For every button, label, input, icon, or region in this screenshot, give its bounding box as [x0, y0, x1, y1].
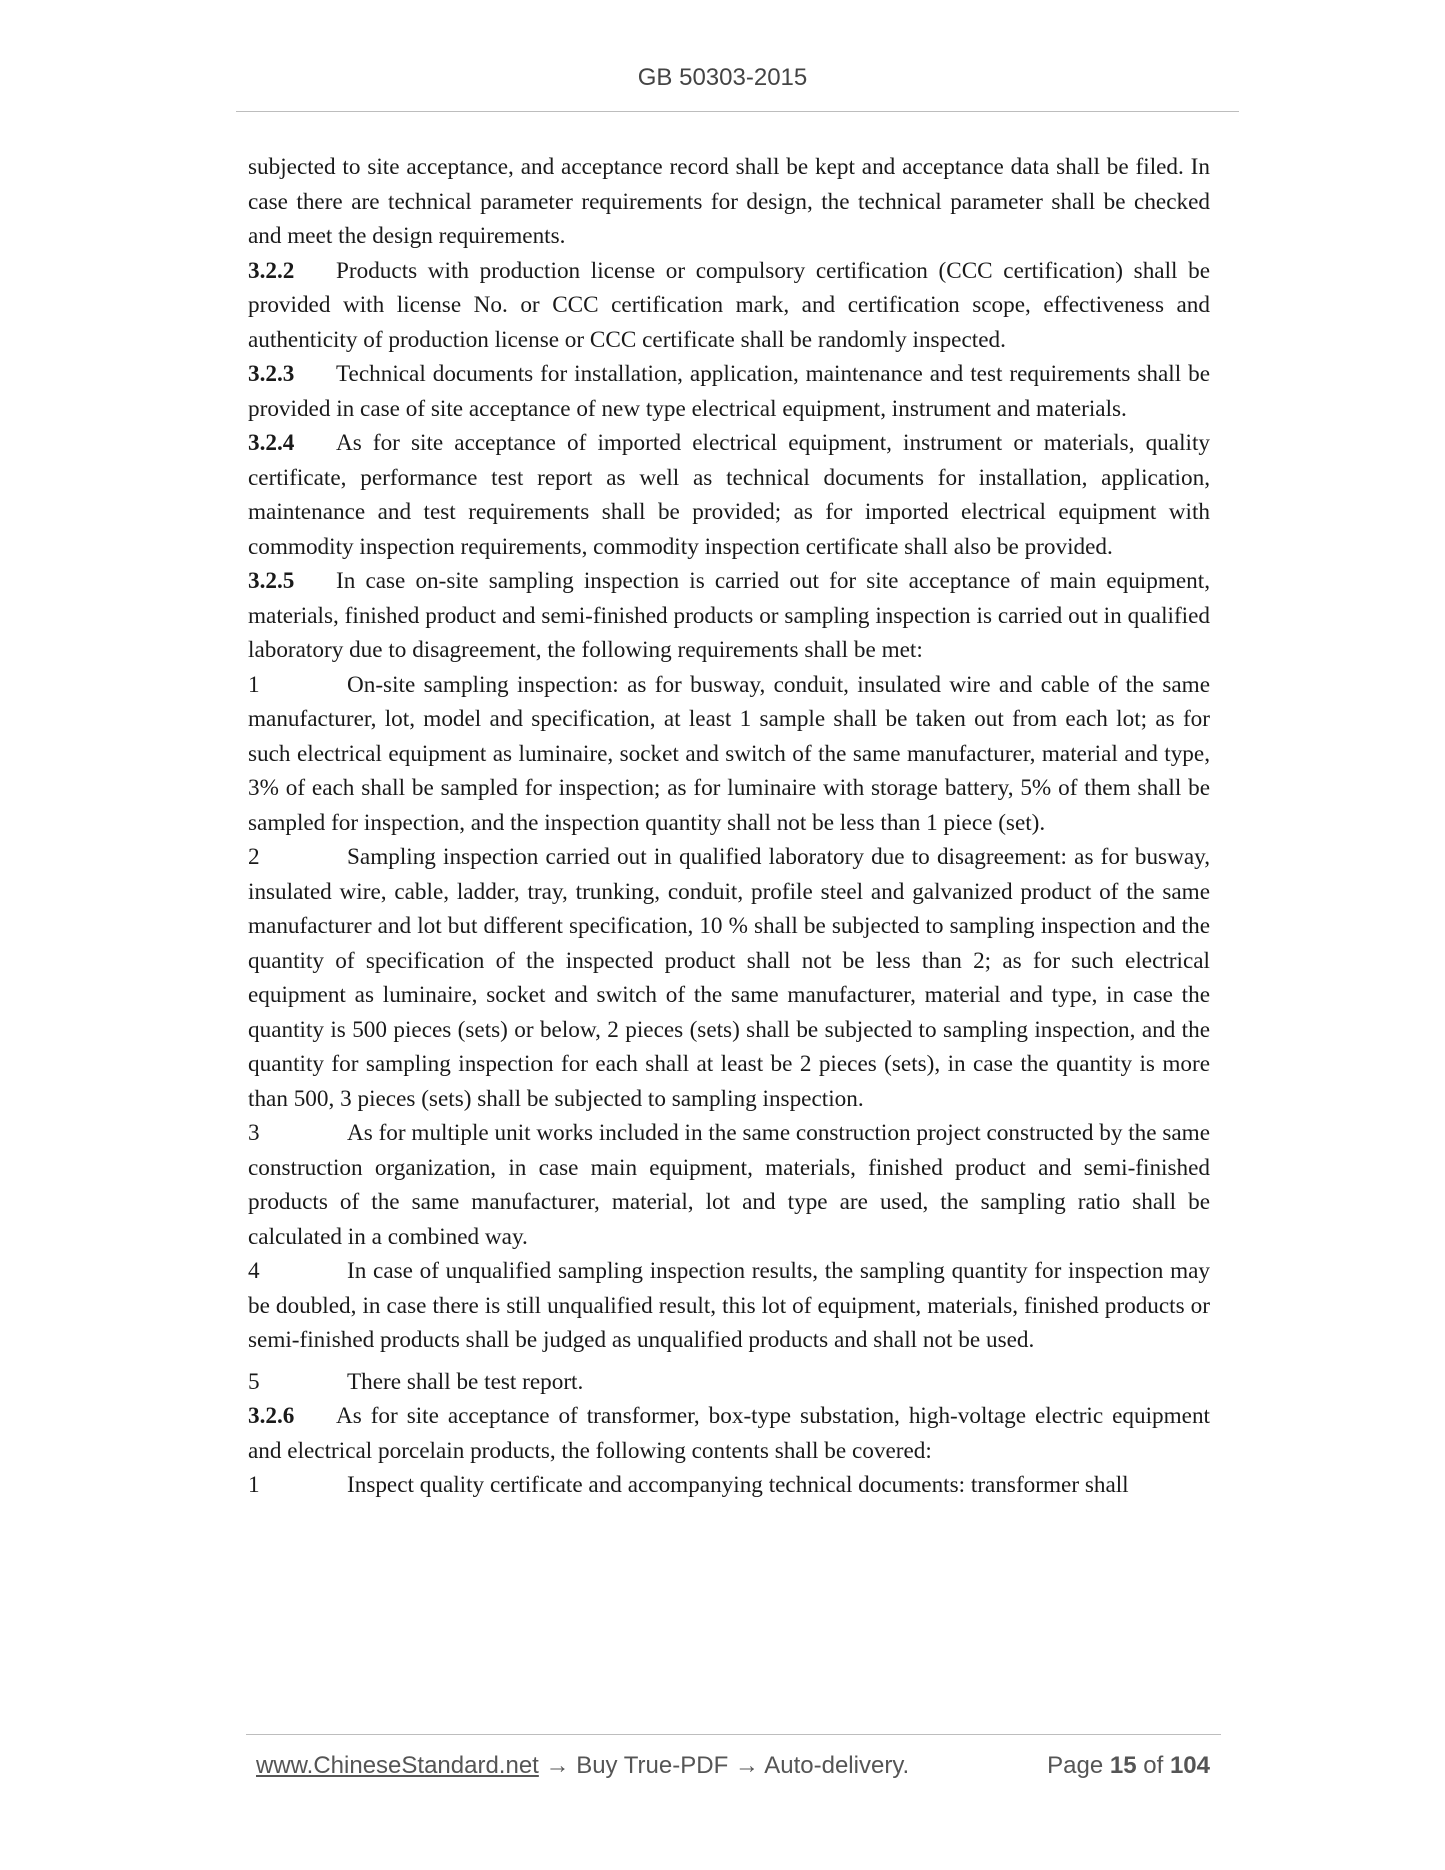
item-number: 4 [248, 1258, 260, 1284]
clause-number: 3.2.5 [248, 568, 295, 594]
page-indicator [1047, 1752, 1210, 1780]
clause-number: 3.2.6 [248, 1403, 295, 1429]
clause-text: Products with production license or compulsory certification (CCC certification) shall be provided with license No. or CCC certification mark, and certification scope, effectiveness and authenticity of production license or CCC certificate shall be randomly inspected. [248, 257, 1210, 353]
list-item [248, 1116, 1210, 1254]
clause-3-2-4 [248, 426, 1210, 564]
intro-paragraph: subjected to site acceptance, and acceptance record shall be kept and acceptance data shall be filed. In case there are technical parameter requirements for design, the technical parameter shall be checked and meet the design requirements. [248, 154, 1210, 249]
item-number: 1 [248, 671, 260, 698]
clause-text: In case on-site sampling inspection is carried out for site acceptance of main equipment, materials, finished product and semi-finished products or sampling inspection is carried out in qualified laboratory due to disagreement, the following requirements shall be met: [248, 568, 1210, 663]
page-footer [256, 1752, 1210, 1788]
clause-3-2-3 [248, 357, 1210, 426]
item-number: 1 [248, 1472, 260, 1498]
website-link[interactable]: www.ChineseStandard.net [256, 1752, 539, 1779]
auto-delivery-text: Auto-delivery. [764, 1752, 910, 1779]
clause-3-2-2 [248, 254, 1210, 358]
header-divider [236, 111, 1239, 112]
arrow-right-icon: → [734, 1752, 759, 1779]
clause-text: As for site acceptance of imported electrical equipment, instrument or materials, quality certificate, performance test report as well as technical documents for installation, application, maintenance and test requirements shall be provided; as for imported electrical equipment with commodity inspection requirements, commodity inspection certificate shall also be provided. [248, 430, 1210, 560]
clause-number: 3.2.4 [248, 430, 295, 456]
clause-3-2-5 [248, 564, 1210, 668]
item-text: On-site sampling inspection: as for busway, conduit, insulated wire and cable of the same manufacturer, lot, model and specification, at least 1 sample shall be taken out from each lot; as for such electrical equipment as luminaire, socket and switch of the same manufacturer, material and type, 3% of each shall be sampled for inspection; as for luminaire with storage battery, 5% of them shall be sampled for inspection, and the inspection quantity shall not be less than 1 piece (set). [248, 671, 1210, 836]
item-text: Inspect quality certificate and accompanying technical documents: transformer shall [347, 1472, 1129, 1498]
footer-divider [246, 1734, 1221, 1735]
item-number: 2 [248, 844, 260, 870]
item-text: There shall be test report. [347, 1368, 584, 1395]
list-item [248, 668, 1210, 841]
clause-3-2-6 [248, 1399, 1210, 1468]
buy-pdf-text: Buy True-PDF [576, 1752, 729, 1779]
page-label: Page [1047, 1752, 1104, 1779]
list-item [248, 1468, 1210, 1503]
document-body [248, 150, 1210, 1503]
list-item [248, 1254, 1210, 1358]
list-item [248, 840, 1210, 1116]
total-pages-number: 104 [1169, 1752, 1210, 1779]
arrow-right-icon: → [545, 1752, 570, 1779]
list-item [248, 1365, 1210, 1400]
clause-number: 3.2.2 [248, 257, 295, 284]
clause-text: As for site acceptance of transformer, box-type substation, high-voltage electric equipment and electrical porcelain products, the following contents shall be covered: [248, 1403, 1210, 1464]
clause-text: Technical documents for installation, application, maintenance and test requirements shall be provided in case of site acceptance of new type electrical equipment, instrument and materials. [248, 361, 1210, 422]
of-label: of [1143, 1752, 1164, 1779]
current-page-number: 15 [1109, 1752, 1137, 1779]
item-text: Sampling inspection carried out in qualified laboratory due to disagreement: as for busway, insulated wire, cable, ladder, tray, trunking, conduit, profile steel and galvanized product of the same manufacturer and lot but different specification, 10 % shall be subjected to sampling inspection and the quantity of specification of the inspected product shall not be less than 2; as for such electrical equipment as luminaire, socket and switch of the same manufacturer, material and type, in case the quantity is 500 pieces (sets) or below, 2 pieces (sets) shall be subjected to sampling inspection, and the quantity for sampling inspection for each shall at least be 2 pieces (sets), in case the quantity is more than 500, 3 pieces (sets) shall be subjected to sampling inspection. [248, 844, 1210, 1112]
footer-promo [256, 1752, 909, 1780]
item-number: 3 [248, 1120, 260, 1146]
item-number: 5 [248, 1368, 260, 1395]
item-text: In case of unqualified sampling inspection results, the sampling quantity for inspection may be doubled, in case there is still unqualified result, this lot of equipment, materials, finished products or semi-finished products shall be judged as unqualified products and shall not be used. [248, 1258, 1210, 1353]
item-text: As for multiple unit works included in the same construction project constructed by the same construction organization, in case main equipment, materials, finished product and semi-finished products of the same manufacturer, material, lot and type are used, the sampling ratio shall be calculated in a combined way. [248, 1120, 1210, 1250]
clause-number: 3.2.3 [248, 361, 295, 387]
running-header: GB 50303-2015 [637, 64, 808, 91]
